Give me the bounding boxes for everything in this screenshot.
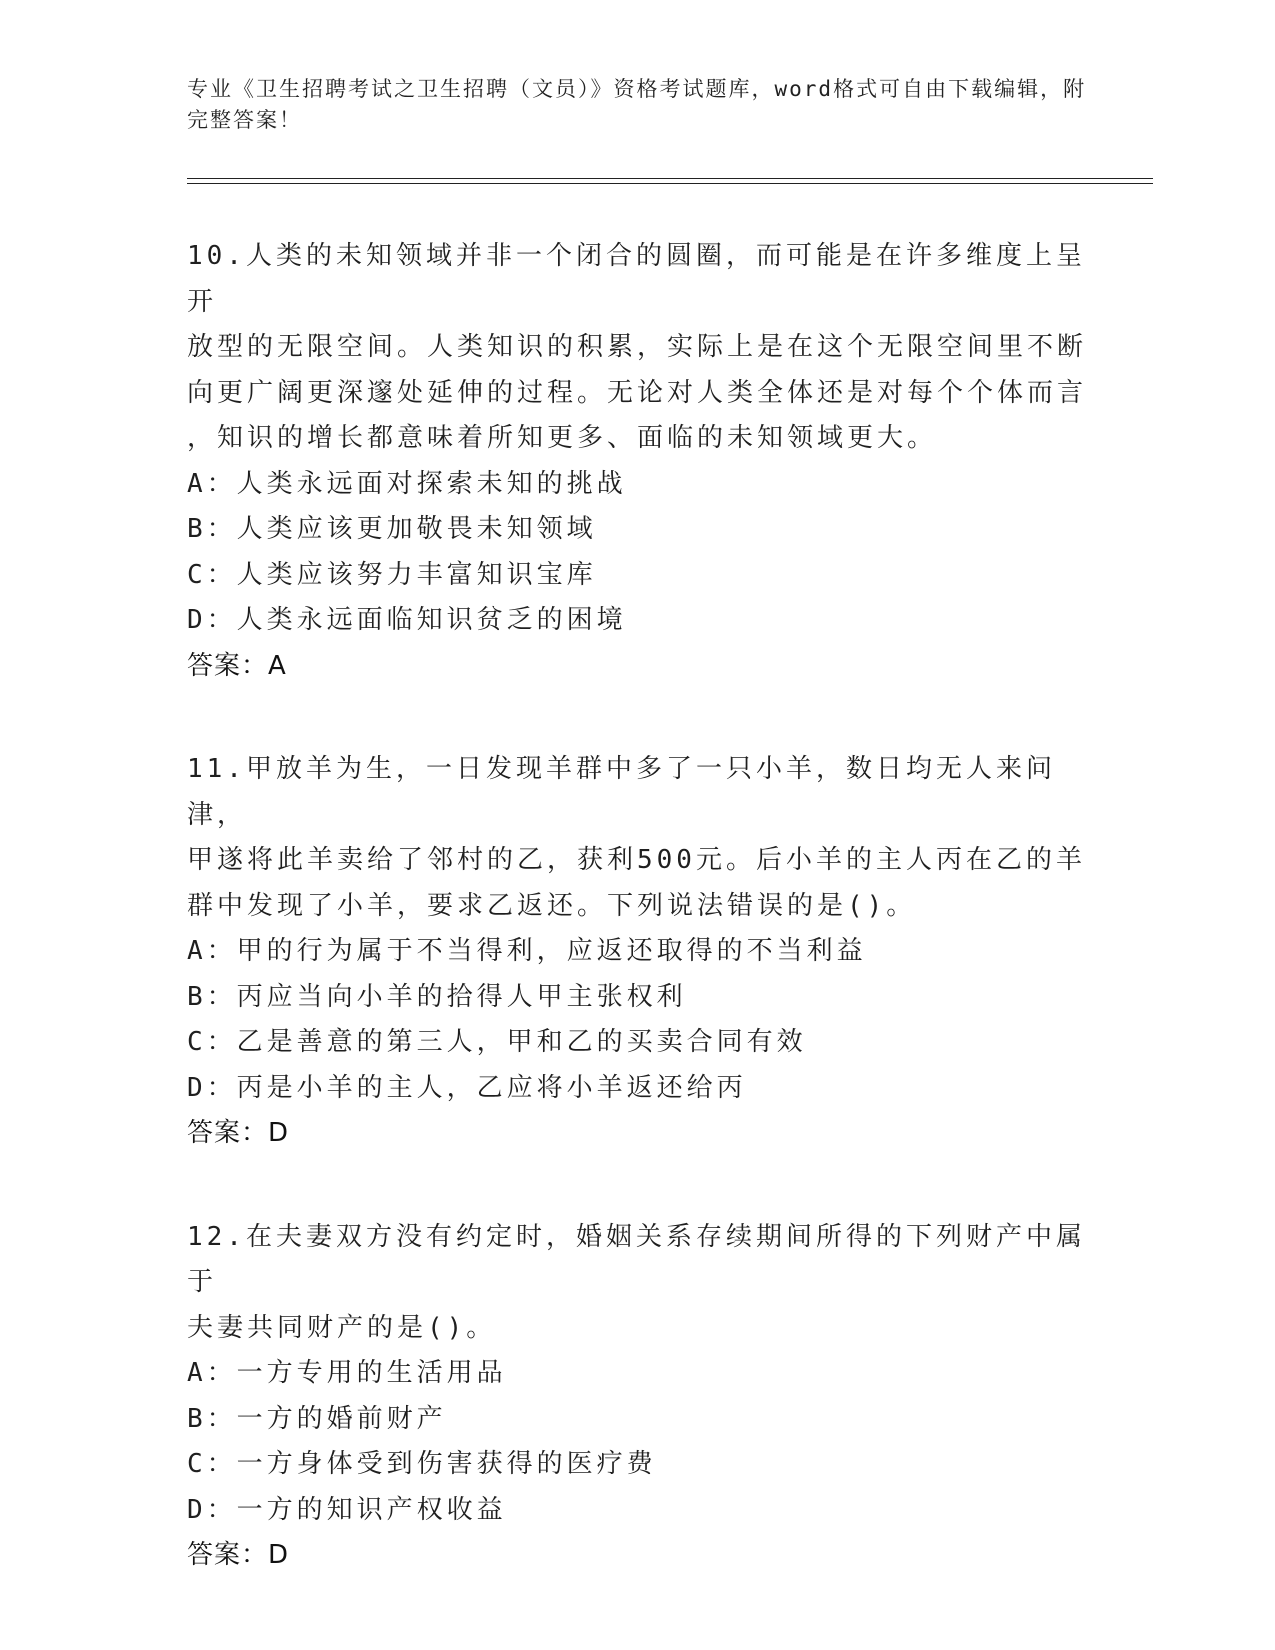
option-a: A：甲的行为属于不当得利，应返还取得的不当利益 — [187, 936, 867, 966]
option-c: C：人类应该努力丰富知识宝库 — [187, 559, 597, 590]
answer-line: 答案：D — [187, 1118, 290, 1148]
option-b: B：一方的婚前财产 — [187, 1403, 447, 1434]
question-10 — [187, 234, 1087, 689]
question-line: 11.甲放羊为生，一日发现羊群中多了一只小羊，数日均无人来问津， — [187, 754, 1056, 830]
answer-line: 答案：A — [187, 650, 287, 681]
question-11 — [187, 747, 1087, 1157]
option-a: A：一方专用的生活用品 — [187, 1358, 507, 1388]
question-line: 向更广阔更深邃处延伸的过程。无论对人类全体还是对每个个体而言 — [187, 377, 1088, 408]
question-12 — [187, 1215, 1087, 1579]
option-c: C：乙是善意的第三人，甲和乙的买卖合同有效 — [187, 1027, 807, 1057]
question-line: 夫妻共同财产的是()。 — [187, 1312, 497, 1343]
question-line: 甲遂将此羊卖给了邻村的乙，获利500元。后小羊的主人丙在乙的羊 — [187, 845, 1086, 875]
document-header: 专业《卫生招聘考试之卫生招聘（文员）》资格考试题库，word格式可自由下载编辑，附完整答案！ — [187, 77, 1087, 132]
option-c: C：一方身体受到伤害获得的医疗费 — [187, 1449, 657, 1479]
option-d: D：一方的知识产权收益 — [187, 1494, 507, 1525]
header-rule-top — [187, 178, 1153, 179]
question-line: 12.在夫妻双方没有约定时，婚姻关系存续期间所得的下列财产中属于 — [187, 1221, 1086, 1297]
answer-line: 答案：D — [187, 1540, 290, 1570]
header-rule-bottom — [187, 183, 1153, 184]
question-line: 10.人类的未知领域并非一个闭合的圆圈，而可能是在许多维度上呈开 — [187, 241, 1086, 317]
question-line: ，知识的增长都意味着所知更多、面临的未知领域更大。 — [187, 423, 938, 453]
option-d: D：丙是小羊的主人，乙应将小羊返还给丙 — [187, 1072, 747, 1103]
option-a: A：人类永远面对探索未知的挑战 — [187, 468, 627, 499]
option-d: D：人类永远面临知识贫乏的困境 — [187, 605, 627, 635]
question-list — [187, 234, 1087, 1579]
option-b: B：人类应该更加敬畏未知领域 — [187, 514, 597, 544]
option-b: B：丙应当向小羊的拾得人甲主张权利 — [187, 981, 687, 1012]
question-line: 放型的无限空间。人类知识的积累，实际上是在这个无限空间里不断 — [187, 332, 1088, 362]
question-line: 群中发现了小羊，要求乙返还。下列说法错误的是()。 — [187, 890, 917, 921]
